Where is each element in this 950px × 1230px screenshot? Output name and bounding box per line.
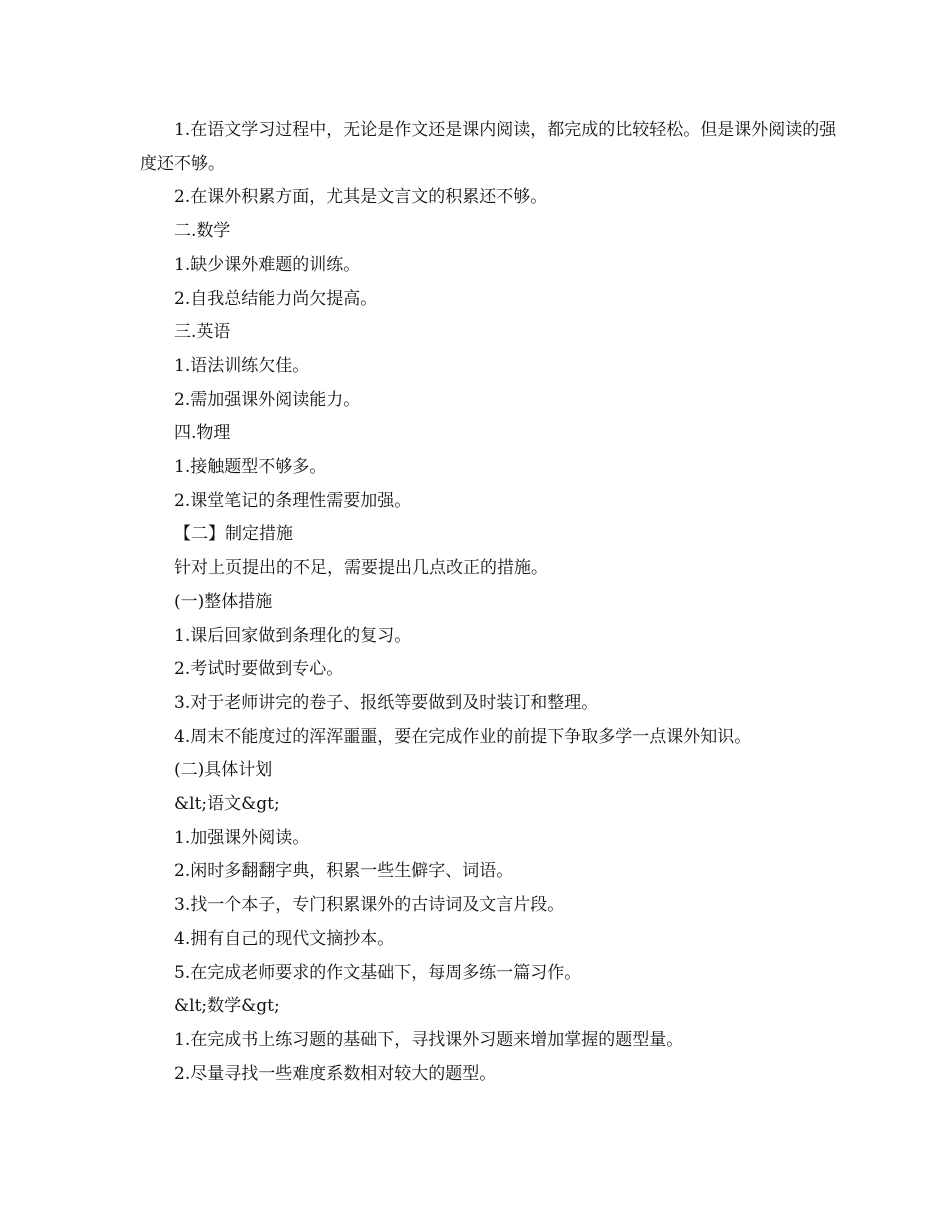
paragraph: 4.周末不能度过的浑浑噩噩，要在完成作业的前提下争取多学一点课外知识。 (174, 726, 752, 747)
paragraph: 5.在完成老师要求的作文基础下，每周多练一篇习作。 (174, 962, 582, 983)
paragraph: 2.考试时要做到专心。 (174, 659, 344, 680)
paragraph: 3.对于老师讲完的卷子、报纸等要做到及时装订和整理。 (174, 692, 599, 713)
paragraph: 1.接触题型不够多。 (174, 457, 327, 478)
paragraph: 2.尽量寻找一些难度系数相对较大的题型。 (174, 1063, 497, 1084)
document-body (140, 114, 840, 1091)
paragraph: 1.在完成书上练习题的基础下，寻找课外习题来增加掌握的题型量。 (174, 1029, 684, 1050)
paragraph: 1.语法训练欠佳。 (174, 355, 310, 376)
paragraph: 2.在课外积累方面，尤其是文言文的积累还不够。 (174, 187, 548, 208)
paragraph: 1.课后回家做到条理化的复习。 (174, 625, 412, 646)
paragraph: 3.找一个本子，专门积累课外的古诗词及文言片段。 (174, 895, 565, 916)
subject-heading: &lt;数学&gt; (174, 996, 280, 1017)
paragraph: 1.缺少课外难题的训练。 (174, 254, 361, 275)
paragraph: 2.闲时多翻翻字典，积累一些生僻字、词语。 (174, 861, 514, 882)
section-heading: 四.物理 (174, 423, 231, 444)
paragraph: 1.在语文学习过程中，无论是作文还是课内阅读，都完成的比较轻松。但是课外阅读的强度还不够。 (140, 120, 837, 174)
subsection-heading: (一)整体措施 (174, 591, 273, 612)
paragraph: 1.加强课外阅读。 (174, 827, 310, 848)
paragraph: 4.拥有自己的现代文摘抄本。 (174, 928, 395, 949)
paragraph: 2.自我总结能力尚欠提高。 (174, 288, 378, 309)
subject-heading: &lt;语文&gt; (174, 794, 280, 815)
paragraph: 针对上页提出的不足，需要提出几点改正的措施。 (174, 558, 548, 579)
paragraph: 2.课堂笔记的条理性需要加强。 (174, 490, 412, 511)
subsection-heading: (二)具体计划 (174, 760, 273, 781)
section-heading: 二.数学 (174, 221, 231, 242)
paragraph: 2.需加强课外阅读能力。 (174, 389, 361, 410)
section-heading: 【二】制定措施 (174, 524, 293, 545)
section-heading: 三.英语 (174, 322, 231, 343)
